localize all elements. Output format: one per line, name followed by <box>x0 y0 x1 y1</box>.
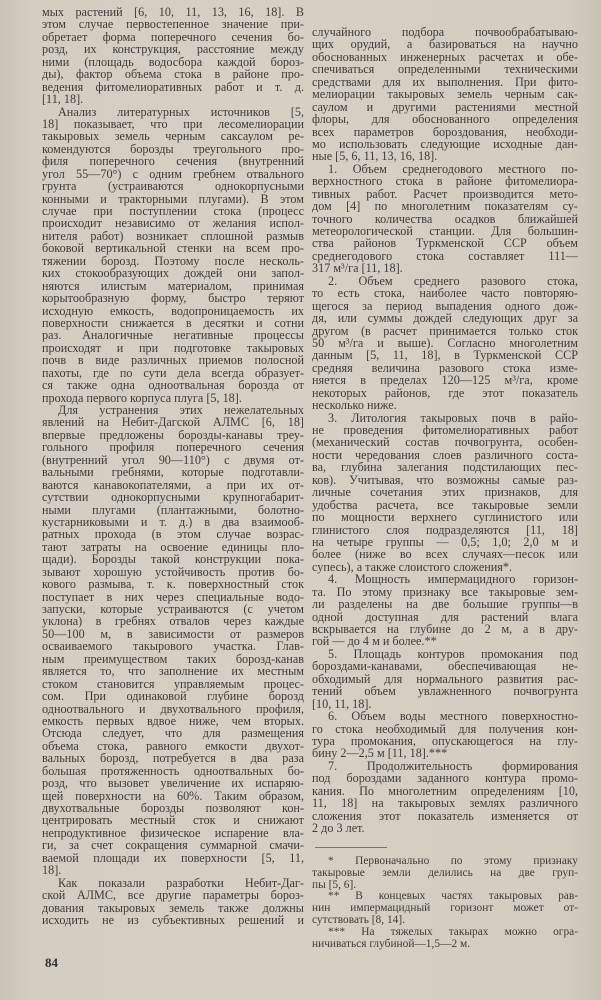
text-line: емкость первых вдвое ниже, чем вторых. <box>42 713 304 728</box>
paragraph <box>312 26 578 163</box>
text-line: няется в пределах 120—125 м³/га, кроме <box>312 373 578 388</box>
text-line: одной доступная для растений влага <box>312 609 578 624</box>
text-line: точного количества осадков ближайшей <box>312 211 578 226</box>
paragraph <box>312 573 578 648</box>
text-line: пы [5, 6]. <box>312 878 357 891</box>
footnote <box>312 856 578 891</box>
text-line: впервые предложены борозды-канавы треу- <box>42 427 304 442</box>
text-line: тивных работ. Расчет производится мето- <box>312 186 578 201</box>
text-line: ** В концевых частях такыровых рав- <box>328 890 578 903</box>
text-line: саулом и другими растениями местной <box>312 99 578 114</box>
text-line: стоком становится управляемым процес- <box>42 676 304 691</box>
text-line: исходную емкость, водопроницаемость их <box>42 303 304 318</box>
text-line: (механический состав почвогрунта, особен- <box>312 435 578 450</box>
text-line: нин импермацидный горизонт может от- <box>312 902 578 915</box>
paragraph <box>312 412 578 574</box>
paragraph <box>312 163 578 275</box>
text-line: обретает форма поперечного сечения бо- <box>42 29 304 44</box>
text-line: 50 м³/га и выше). Согласно многолетним <box>312 335 578 350</box>
text-line: щих орудий, а базироваться на научно <box>312 37 578 52</box>
text-line: личные сочетания этих признаков, для <box>312 485 578 500</box>
page-number: 84 <box>45 955 58 970</box>
text-line: ва, глубина залегания подстилающих пес- <box>312 460 578 475</box>
text-line: вскрывается на глубине до 2 м, а в дру- <box>312 622 578 636</box>
paragraph <box>312 710 578 760</box>
text-line: 3. Литология такыровых почв в райо- <box>328 410 578 425</box>
text-line: 18] показывает, что при лесомелиорации <box>42 116 304 131</box>
text-line: * Первоначально по этому признаку <box>328 855 578 867</box>
text-line: ких стокообразующих дождей они запол- <box>42 266 304 281</box>
text-line: ли разделены на две большие группы—в <box>312 597 578 612</box>
text-line: зывают хорошую устойчивость против бо- <box>42 564 304 579</box>
text-line: дования такыровых земель также должны <box>42 900 304 915</box>
text-line: такыровые земли делились на две груп- <box>312 866 578 879</box>
left-text-column <box>42 6 304 926</box>
text-line: одноотвального и двухотвального профиля, <box>42 701 304 716</box>
text-line: ратных прохода (в этом случае возрас- <box>42 527 304 542</box>
text-line: щегося за период выпадения одного дож- <box>312 298 578 313</box>
text-line: 6. Объем воды местного поверхностно- <box>328 709 578 724</box>
text-line: го стока необходимый для получения кон- <box>312 721 578 736</box>
text-line: случайного подбора почвообрабатываю- <box>312 25 578 39</box>
text-line: ги, за счет сокращения суммарной смачи- <box>42 838 304 853</box>
footnote <box>312 891 578 926</box>
footnote-divider <box>315 847 387 848</box>
text-line: бину 2—2,5 м [11, 18].*** <box>312 746 448 761</box>
text-line: ным преимуществом таких борозд-канав <box>42 651 304 666</box>
text-line: ды), фактор объема стока в районе про- <box>42 67 304 82</box>
text-line: кания. По многолетним определениям [10, <box>312 783 578 798</box>
text-line: мых растений [6, 10, 11, 13, 16, 18]. В <box>42 5 304 19</box>
text-line: метеорологической станции. Для большин- <box>312 224 578 238</box>
text-line: ства районов Туркменской ССР объем <box>312 236 578 251</box>
text-line: 5. Площадь контуров промокания под <box>328 646 578 661</box>
text-line: некоторых районов, где этот показатель <box>312 385 578 400</box>
text-line: вальными гребнями, которые подготавли- <box>42 465 304 480</box>
text-line: кустарниковыми и т. д.) в два взаимооб- <box>42 514 304 529</box>
text-line: ваются канавокопателями, а при их от- <box>42 477 304 492</box>
text-line: щади). Борозды такой конструкции пока- <box>42 552 304 567</box>
text-line: ности чередования слоев различного соста- <box>312 447 578 462</box>
text-line: ваемой площади их поверхности [5, 11, <box>42 850 304 865</box>
text-line: спечиваться определенными техническими <box>312 62 578 77</box>
paragraph <box>42 106 304 405</box>
text-line: вальных борозд, потребуется в два раза <box>42 751 304 766</box>
text-line: среднегодового стока составляет 111— <box>312 248 578 263</box>
text-line: поверхности снижается в десятки и сотни <box>42 315 304 330</box>
text-line: 4. Мощность импермацидного горизон- <box>328 572 578 587</box>
text-line: уклона) в гребнях отвалов через каждые <box>42 614 304 629</box>
text-line: ся также одна одноотвальная борозда от <box>42 378 304 393</box>
text-line: случае при поступлении стока (процесс <box>42 204 304 218</box>
text-line: пахоты, где по сути дела всегда образует- <box>42 365 304 380</box>
text-line: розд, что вызовет увеличение их испаряю- <box>42 776 304 791</box>
text-line: исходить не из субъективных решений и <box>42 912 304 927</box>
text-line: происходят и при подготовке такыровых <box>42 340 304 355</box>
text-line: ные [5, 6, 11, 13, 16, 18]. <box>312 149 438 164</box>
text-line: угол 55—70°) с одним гребнем отвального <box>42 166 304 181</box>
text-line: сутствии однокорпусными крупногабарит- <box>42 490 304 505</box>
text-line: тяжении борозд. Поэтому после несколь- <box>42 253 304 268</box>
text-line: двухотвальные борозды позволяют кон- <box>42 801 304 815</box>
paragraph <box>312 275 578 412</box>
text-line: 317 м³/га [11, 18]. <box>312 261 403 276</box>
text-line: гой — до 4 м и более.** <box>312 634 437 649</box>
text-line: ков). Учитывая, что возможны самые раз- <box>312 472 578 487</box>
text-line: тают затраты на освоение единицы пло- <box>42 539 304 554</box>
text-line: этом случае первостепенное значение при- <box>42 17 304 32</box>
paragraph <box>42 6 304 106</box>
text-line: мо использовать следующие исходные дан- <box>312 136 578 151</box>
text-line: не проведения фитомелиоративных работ <box>312 423 578 437</box>
paragraph <box>42 877 304 927</box>
text-line: сом. При одинаковой глубине борозд <box>42 689 304 704</box>
text-line: верхностного стока в районе фитомелиора- <box>312 174 578 189</box>
text-line: Анализ литературных источников [5, <box>58 104 304 119</box>
text-line: мелиорации такыровых земель черным сак- <box>312 87 578 102</box>
text-line: 1. Объем среднегодового местного по- <box>328 161 578 176</box>
text-line: бороздами-канавами, обеспечивающая не- <box>312 659 578 674</box>
text-line: средствами для их выполнения. При фито- <box>312 74 578 89</box>
text-line: 50—100 м, в зависимости от размеров <box>42 626 304 641</box>
text-line: тура промокания, опускающегося на глу- <box>312 733 578 748</box>
text-line: комендуются борозды треугольного про- <box>42 141 304 156</box>
footnote <box>312 927 578 951</box>
text-line: прохода первого корпуса плуга [5, 18]. <box>42 390 242 405</box>
text-line: является то, что заполнение их местным <box>42 664 304 679</box>
text-line: большая протяженность одноотвальных бо- <box>42 763 304 778</box>
text-line: 2 до 3 лет. <box>312 821 365 835</box>
text-line: данным [5, 11, 18], в Туркменской ССР <box>312 348 578 363</box>
text-line: нителя работ) возникает сплошной размыв <box>42 228 304 243</box>
text-line: поступает в них через специальные водо- <box>42 589 304 604</box>
footnotes <box>312 856 578 950</box>
text-line: обходимый для нормального развития рас- <box>312 671 578 686</box>
text-line: ными плугами (плантажными, болотно- <box>42 502 304 517</box>
text-line: *** На тяжелых такырах можно огра- <box>328 925 578 938</box>
text-line: кового размыва, т. к. поверхностный сток <box>42 577 304 592</box>
text-line: тений объем увлажненного почвогрунта <box>312 684 578 699</box>
text-line: 7. Продолжительность формирования <box>328 758 578 773</box>
paragraph <box>312 760 578 835</box>
right-text-column <box>312 26 578 834</box>
text-line: дя, или суммы дождей следующих друг за <box>312 311 578 326</box>
text-line: всех параметров бороздования, необходи- <box>312 124 578 139</box>
text-line: обоснованных инженерных расчетах и обе- <box>312 49 578 64</box>
text-line: центрировать местный сток и снижают <box>42 813 304 828</box>
text-line: запуски, которые устраиваются (с учетом <box>42 602 304 616</box>
text-line: флоры, для обоснованного определения <box>312 112 578 127</box>
text-line: на четыре группы — 0,5; 1,0; 2,0 м и <box>312 534 578 549</box>
text-line: сутствовать [8, 14]. <box>312 913 405 926</box>
text-line: няются илистым материалом, принимая <box>42 278 304 293</box>
text-line: более (ниже во всех случаях—песок или <box>312 547 578 562</box>
text-line: удобства расчета, все такыровые земли <box>312 497 578 512</box>
text-line: розд, их конструкция, расстояние между <box>42 42 304 57</box>
text-line: раз. Аналогичные негативные процессы <box>42 328 304 343</box>
text-line: почв в виде различных приемов полосной <box>42 353 304 368</box>
text-line: (внутренний угол 90—110°) с двумя от- <box>42 452 304 467</box>
text-line: щей поверхности на 60%. Таким образом, <box>42 788 304 803</box>
text-line: такыровых земель черным саксаулом ре- <box>42 129 304 144</box>
text-line: 11, 18] на такыровых землях различного <box>312 796 578 811</box>
text-line: ской АЛМС, все другие параметры бороз- <box>42 888 304 903</box>
text-line: филя поперечного сечения (внутренний <box>42 154 304 169</box>
text-line: осваиваемого такырового участка. Глав- <box>42 639 304 654</box>
text-line: гольного профиля поперечного сечения <box>42 440 304 455</box>
text-line: Как показали разработки Небит-Даг- <box>58 875 304 890</box>
text-line: грунта (устраиваются однокорпусными <box>42 179 304 194</box>
text-line: непродуктивное физическое испарение вла- <box>42 825 304 840</box>
text-line: ничиваться глубиной—1,5—2 м. <box>312 937 471 950</box>
text-line: объема стока, равного емкости двухот- <box>42 738 304 753</box>
text-line: под бороздами заданного контура промо- <box>312 771 578 786</box>
text-line: [11, 18]. <box>42 92 84 107</box>
text-line: ними (площадь водосбора каждой бороз- <box>42 54 304 69</box>
text-line: боковой вертикальной стенки на всем про- <box>42 241 304 256</box>
text-line: ведения фитомелиоративных работ и т. д. <box>42 79 304 94</box>
text-line: несколько ниже. <box>312 398 397 413</box>
text-line: сложения этот показатель изменяется от <box>312 808 578 823</box>
text-line: дом [4] по многолетним показателям су- <box>312 199 578 214</box>
text-line: глинистого слоя подразделяются [11, 18] <box>312 522 578 537</box>
text-line: другом (в расчет принимается только сток <box>312 323 578 338</box>
text-line: происходит независимо от желания испол- <box>42 216 304 231</box>
text-line: явлений на Небит-Дагской АЛМС [6, 18] <box>42 415 304 430</box>
text-line: 2. Объем среднего разового стока, <box>328 273 578 288</box>
text-line: Отсюда следует, что для размещения <box>42 726 304 741</box>
text-line: средняя величина разового стока изме- <box>312 360 578 375</box>
text-line: корытообразную форму, быстро теряют <box>42 291 304 306</box>
paragraph <box>42 404 304 877</box>
text-line: [10, 11, 18]. <box>312 696 372 711</box>
text-line: конными и тракторными плугами). В этом <box>42 191 304 206</box>
text-line: та. По этому признаку все такыровые зем- <box>312 584 578 599</box>
paragraph <box>312 648 578 710</box>
text-line: Для устранения этих нежелательных <box>58 403 304 417</box>
text-line: супесь), а также слоистого сложения*. <box>312 559 513 574</box>
text-line: 18]. <box>42 863 62 878</box>
text-line: то есть стока, наиболее часто повторяю- <box>312 286 578 301</box>
text-line: по мощности верхнего суглинистого или <box>312 510 578 525</box>
